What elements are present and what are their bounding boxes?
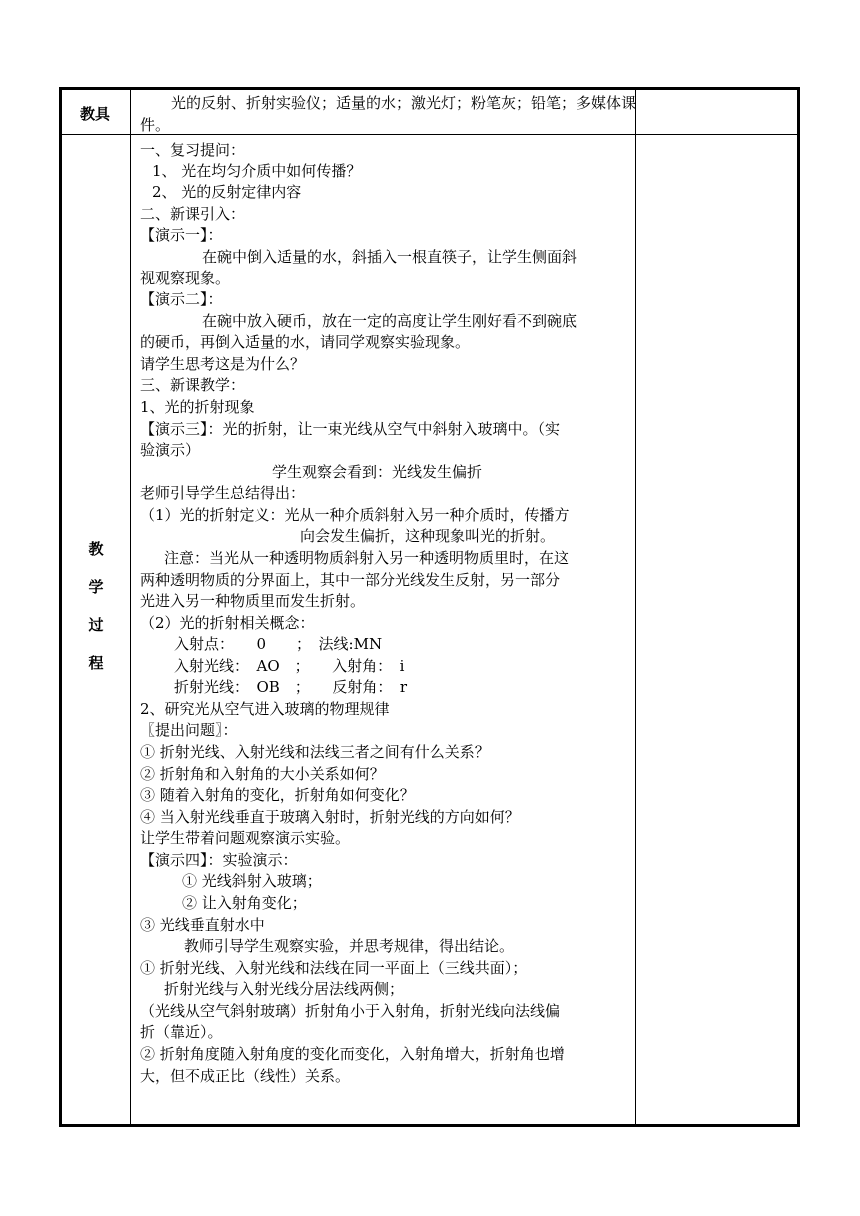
text-line: 折（靠近）。 [140, 1023, 223, 1041]
process-row-label [62, 530, 130, 682]
lesson-plan-table [59, 87, 800, 1127]
text-line: 注意：当光从一种透明物质斜射入另一种透明物质里时，在这 [164, 549, 570, 567]
text-line: 入射点： 0 ； 法线:MN [174, 635, 383, 653]
text-line: 老师引导学生总结得出： [140, 484, 306, 502]
text-line: ③ 光线垂直射水中 [140, 916, 265, 934]
text-line: 在碗中放入硬币，放在一定的高度让学生刚好看不到碗底 [202, 312, 578, 330]
text-line: 1、光的折射现象 [140, 398, 255, 416]
column-divider-1 [130, 90, 131, 1124]
text-line: 请学生思考这是为什么？ [140, 355, 306, 373]
tools-cell-text: 光的反射、折射实验仪；适量的水；激光灯；粉笔灰；铅笔；多媒体课件。 [140, 94, 637, 134]
text-line: 大，但不成正比（线性）关系。 [140, 1067, 351, 1085]
text-line: 【演示二】： [140, 290, 223, 308]
text-line: 向会发生偏折，这种现象叫光的折射。 [300, 527, 556, 545]
text-line: 入射光线： AO ； 入射角： i [174, 657, 405, 675]
text-line: ② 让入射角变化； [182, 894, 307, 912]
text-line: 一、复习提问： [140, 141, 246, 159]
text-line: 验演示） [140, 441, 201, 459]
text-line: 在碗中倒入适量的水，斜插入一根直筷子，让学生侧面斜 [202, 248, 578, 266]
tools-row-label: 教具 [80, 105, 111, 123]
text-line: 【演示四】：实验演示： [140, 851, 298, 869]
column-divider-2 [635, 90, 636, 1124]
text-line: 【演示一】： [140, 226, 223, 244]
text-line: 【演示三】：光的折射，让一束光线从空气中斜射入玻璃中。（实 [140, 420, 561, 438]
text-line: 〖提出问题〗： [140, 721, 238, 739]
process-label-char: 教 [88, 540, 104, 558]
text-line: 教师引导学生观察实验，并思考规律，得出结论。 [184, 937, 515, 955]
process-label-char: 过 [88, 616, 104, 634]
text-line: 的硬币，再倒入适量的水，请同学观察实验现象。 [140, 333, 471, 351]
text-line: 2、研究光从空气进入玻璃的物理规律 [140, 700, 390, 718]
text-line: 两种透明物质的分界面上，其中一部分光线发生反射，另一部分 [140, 571, 561, 589]
text-line: 让学生带着问题观察演示实验。 [140, 829, 351, 847]
text-line: ③ 随着入射角的变化，折射角如何变化？ [140, 786, 415, 804]
text-line: 折射光线与入射光线分居法线两侧； [164, 980, 405, 998]
text-line: 视观察现象。 [140, 269, 231, 287]
text-line: 1、 光在均匀介质中如何传播？ [152, 162, 362, 180]
text-line: ① 光线斜射入玻璃； [182, 872, 322, 890]
text-line: 二、新课引入： [140, 205, 246, 223]
text-line: （光线从空气斜射玻璃）折射角小于入射角，折射光线向法线偏 [140, 1002, 561, 1020]
text-line: （2）光的折射相关概念： [140, 614, 315, 632]
text-line: ② 折射角和入射角的大小关系如何？ [140, 765, 385, 783]
text-line: 折射光线： OB ； 反射角： r [174, 678, 407, 696]
text-line: 2、 光的反射定律内容 [152, 183, 302, 201]
text-line: （1）光的折射定义：光从一种介质斜射入另一种介质时，传播方 [140, 506, 570, 524]
process-label-char: 程 [88, 654, 104, 672]
text-line: ② 折射角度随入射角度的变化而变化，入射角增大，折射角也增 [140, 1045, 565, 1063]
text-line: ① 折射光线、入射光线和法线在同一平面上（三线共面）； [140, 959, 528, 977]
text-line: 光进入另一种物质里而发生折射。 [140, 592, 366, 610]
text-line: 学生观察会看到：光线发生偏折 [272, 463, 483, 481]
text-line: ① 折射光线、入射光线和法线三者之间有什么关系？ [140, 743, 490, 761]
process-label-char: 学 [88, 578, 104, 596]
text-line: 三、新课教学： [140, 376, 246, 394]
text-line: ④ 当入射光线垂直于玻璃入射时，折射光线的方向如何？ [140, 808, 520, 826]
